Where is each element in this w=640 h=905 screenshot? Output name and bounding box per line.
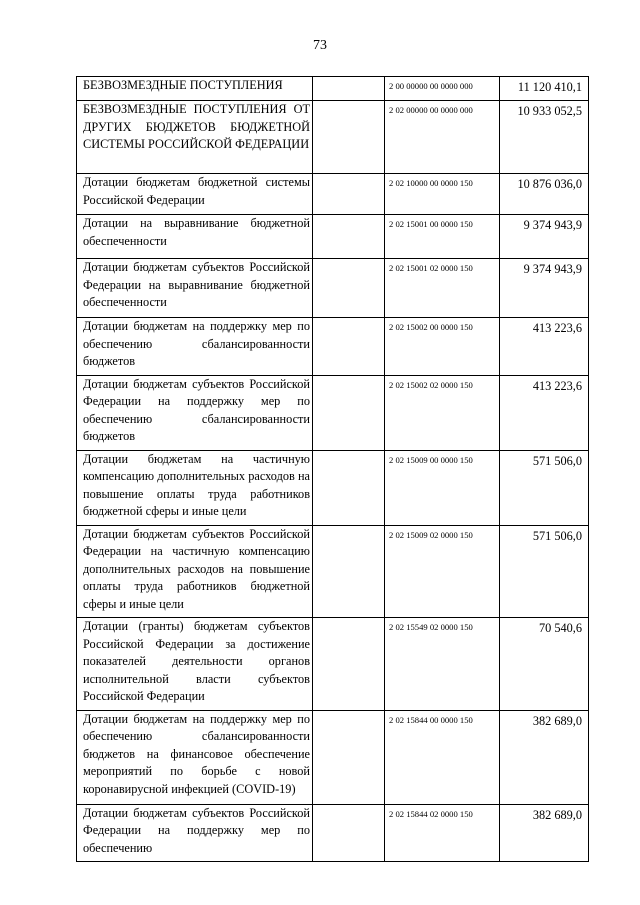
budget-table [76,76,589,862]
row-name: Дотации (гранты) бюджетам субъектов Российской Федерации за достижение показателей деятельности органов исполнительной власти субъектов Российской Федерации [77,618,313,711]
empty-cell [313,101,385,174]
row-name: Дотации бюджетам на поддержку мер по обеспечению сбалансированности бюджетов на финансовое обеспечение мероприятий по борьбе с новой коронавирусной инфекцией (COVID-19) [77,710,313,804]
table-row [77,804,589,862]
table-row [77,101,589,174]
table-row [77,375,589,450]
row-name: БЕЗВОЗМЕЗДНЫЕ ПОСТУПЛЕНИЯ [77,77,313,101]
row-code: 2 02 15009 02 0000 150 [385,525,500,618]
table-row [77,77,589,101]
row-name: БЕЗВОЗМЕЗДНЫЕ ПОСТУПЛЕНИЯ ОТ ДРУГИХ БЮДЖЕТОВ БЮДЖЕТНОЙ СИСТЕМЫ РОССИЙСКОЙ ФЕДЕРАЦИИ [77,101,313,174]
row-code: 2 02 10000 00 0000 150 [385,174,500,215]
row-value: 10 876 036,0 [500,174,589,215]
row-value: 382 689,0 [500,804,589,862]
empty-cell [313,174,385,215]
row-value: 9 374 943,9 [500,215,589,259]
empty-cell [313,450,385,525]
row-name: Дотации бюджетам субъектов Российской Федерации на поддержку мер по обеспечению [77,804,313,862]
row-code: 2 02 15844 02 0000 150 [385,804,500,862]
row-code: 2 02 15009 00 0000 150 [385,450,500,525]
table-row [77,710,589,804]
row-value: 382 689,0 [500,710,589,804]
row-code: 2 00 00000 00 0000 000 [385,77,500,101]
empty-cell [313,375,385,450]
row-code: 2 02 00000 00 0000 000 [385,101,500,174]
table-row [77,525,589,618]
row-name: Дотации бюджетам на поддержку мер по обеспечению сбалансированности бюджетов [77,318,313,376]
row-code: 2 02 15001 00 0000 150 [385,215,500,259]
row-name: Дотации бюджетам на частичную компенсацию дополнительных расходов на повышение оплаты труда работников бюджетной сферы и иные цели [77,450,313,525]
table-row [77,259,589,318]
row-value: 70 540,6 [500,618,589,711]
empty-cell [313,77,385,101]
empty-cell [313,710,385,804]
row-name: Дотации на выравнивание бюджетной обеспеченности [77,215,313,259]
row-value: 413 223,6 [500,375,589,450]
row-name: Дотации бюджетам субъектов Российской Федерации на поддержку мер по обеспечению сбалансированности бюджетов [77,375,313,450]
row-value: 9 374 943,9 [500,259,589,318]
table-row [77,174,589,215]
page-number: 73 [313,38,327,53]
empty-cell [313,618,385,711]
row-code: 2 02 15002 00 0000 150 [385,318,500,376]
row-value: 571 506,0 [500,450,589,525]
table-row [77,450,589,525]
row-name: Дотации бюджетам субъектов Российской Федерации на частичную компенсацию дополнительных расходов на повышение оплаты труда работников бюджетной сферы и иные цели [77,525,313,618]
row-name: Дотации бюджетам бюджетной системы Российской Федерации [77,174,313,215]
row-code: 2 02 15002 02 0000 150 [385,375,500,450]
row-value: 571 506,0 [500,525,589,618]
table-row [77,215,589,259]
row-code: 2 02 15001 02 0000 150 [385,259,500,318]
row-value: 11 120 410,1 [500,77,589,101]
row-code: 2 02 15844 00 0000 150 [385,710,500,804]
empty-cell [313,525,385,618]
table-row [77,618,589,711]
row-name: Дотации бюджетам субъектов Российской Федерации на выравнивание бюджетной обеспеченности [77,259,313,318]
row-value: 413 223,6 [500,318,589,376]
table-row [77,318,589,376]
empty-cell [313,318,385,376]
empty-cell [313,259,385,318]
row-value: 10 933 052,5 [500,101,589,174]
row-code: 2 02 15549 02 0000 150 [385,618,500,711]
empty-cell [313,215,385,259]
empty-cell [313,804,385,862]
